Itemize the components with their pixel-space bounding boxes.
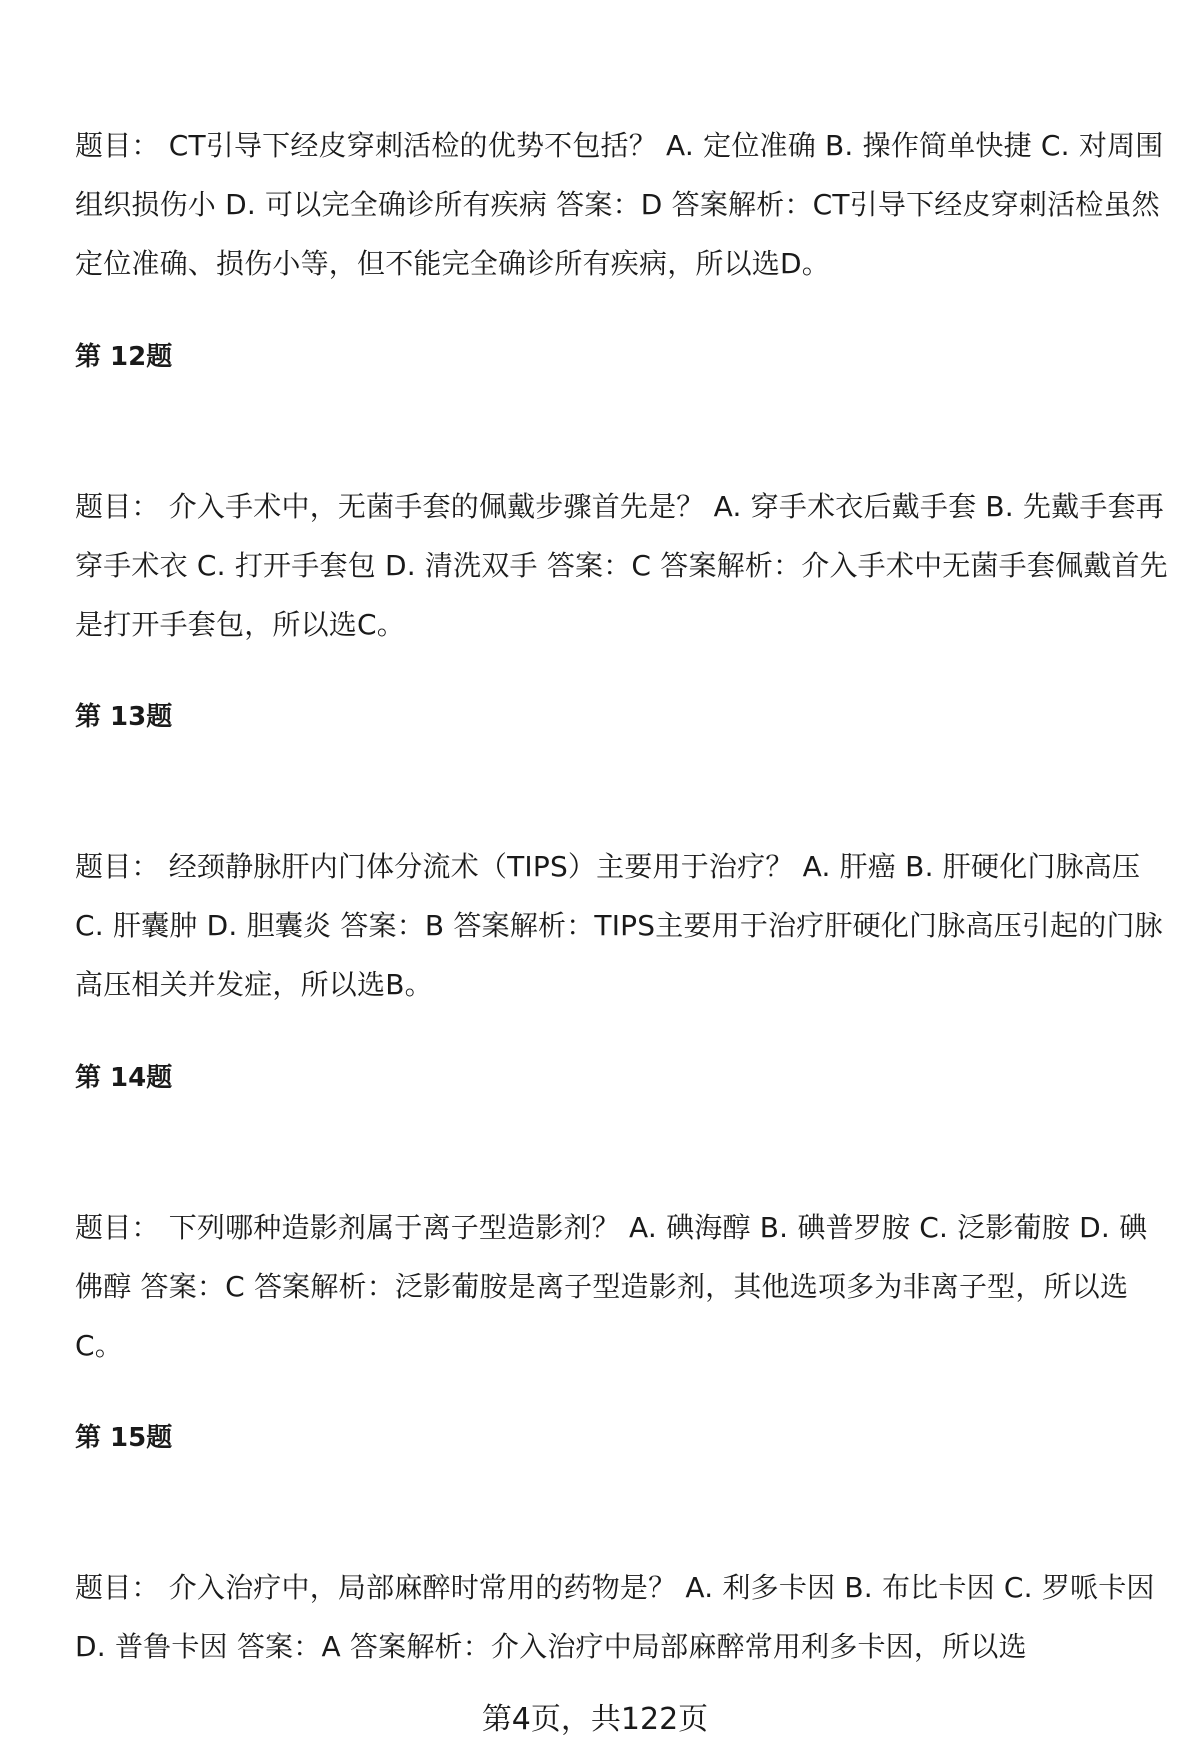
question-11-body: 题目： CT引导下经皮穿刺活检的优势不包括？ A. 定位准确 B. 操作简单快捷 C. 对周围组织损伤小 D. 可以完全确诊所有疾病 答案：D 答案解析：CT引导下经皮穿刺活检虽然定位准确、损伤小等，但不能完全确诊所有疾病，所以选D。 — [75, 129, 1164, 280]
question-15-heading: 第 15题 — [75, 1423, 173, 1453]
page-number-footer: 第4页，共122页 — [481, 1702, 709, 1737]
question-13-heading: 第 13题 — [75, 702, 173, 732]
question-14-heading: 第 14题 — [75, 1063, 173, 1093]
question-12-heading: 第 12题 — [75, 342, 173, 372]
question-12-body: 题目： 介入手术中，无菌手套的佩戴步骤首先是？ A. 穿手术衣后戴手套 B. 先戴手套再穿手术衣 C. 打开手套包 D. 清洗双手 答案：C 答案解析：介入手术中无菌手套佩戴首先是打开手套包，所以选C。 — [75, 490, 1168, 641]
question-13-body: 题目： 经颈静脉肝内门体分流术（TIPS）主要用于治疗？ A. 肝癌 B. 肝硬化门脉高压 C. 肝囊肿 D. 胆囊炎 答案：B 答案解析：TIPS主要用于治疗肝硬化门脉高压引起的门脉高压相关并发症，所以选B。 — [75, 850, 1163, 1001]
question-15-body: 题目： 介入治疗中，局部麻醉时常用的药物是？ A. 利多卡因 B. 布比卡因 C. 罗哌卡因 D. 普鲁卡因 答案：A 答案解析：介入治疗中局部麻醉常用利多卡因，所以选 — [75, 1571, 1155, 1663]
question-14-body: 题目： 下列哪种造影剂属于离子型造影剂？ A. 碘海醇 B. 碘普罗胺 C. 泛影葡胺 D. 碘佛醇 答案：C 答案解析：泛影葡胺是离子型造影剂，其他选项多为非离子型，所以选C。 — [75, 1211, 1148, 1362]
